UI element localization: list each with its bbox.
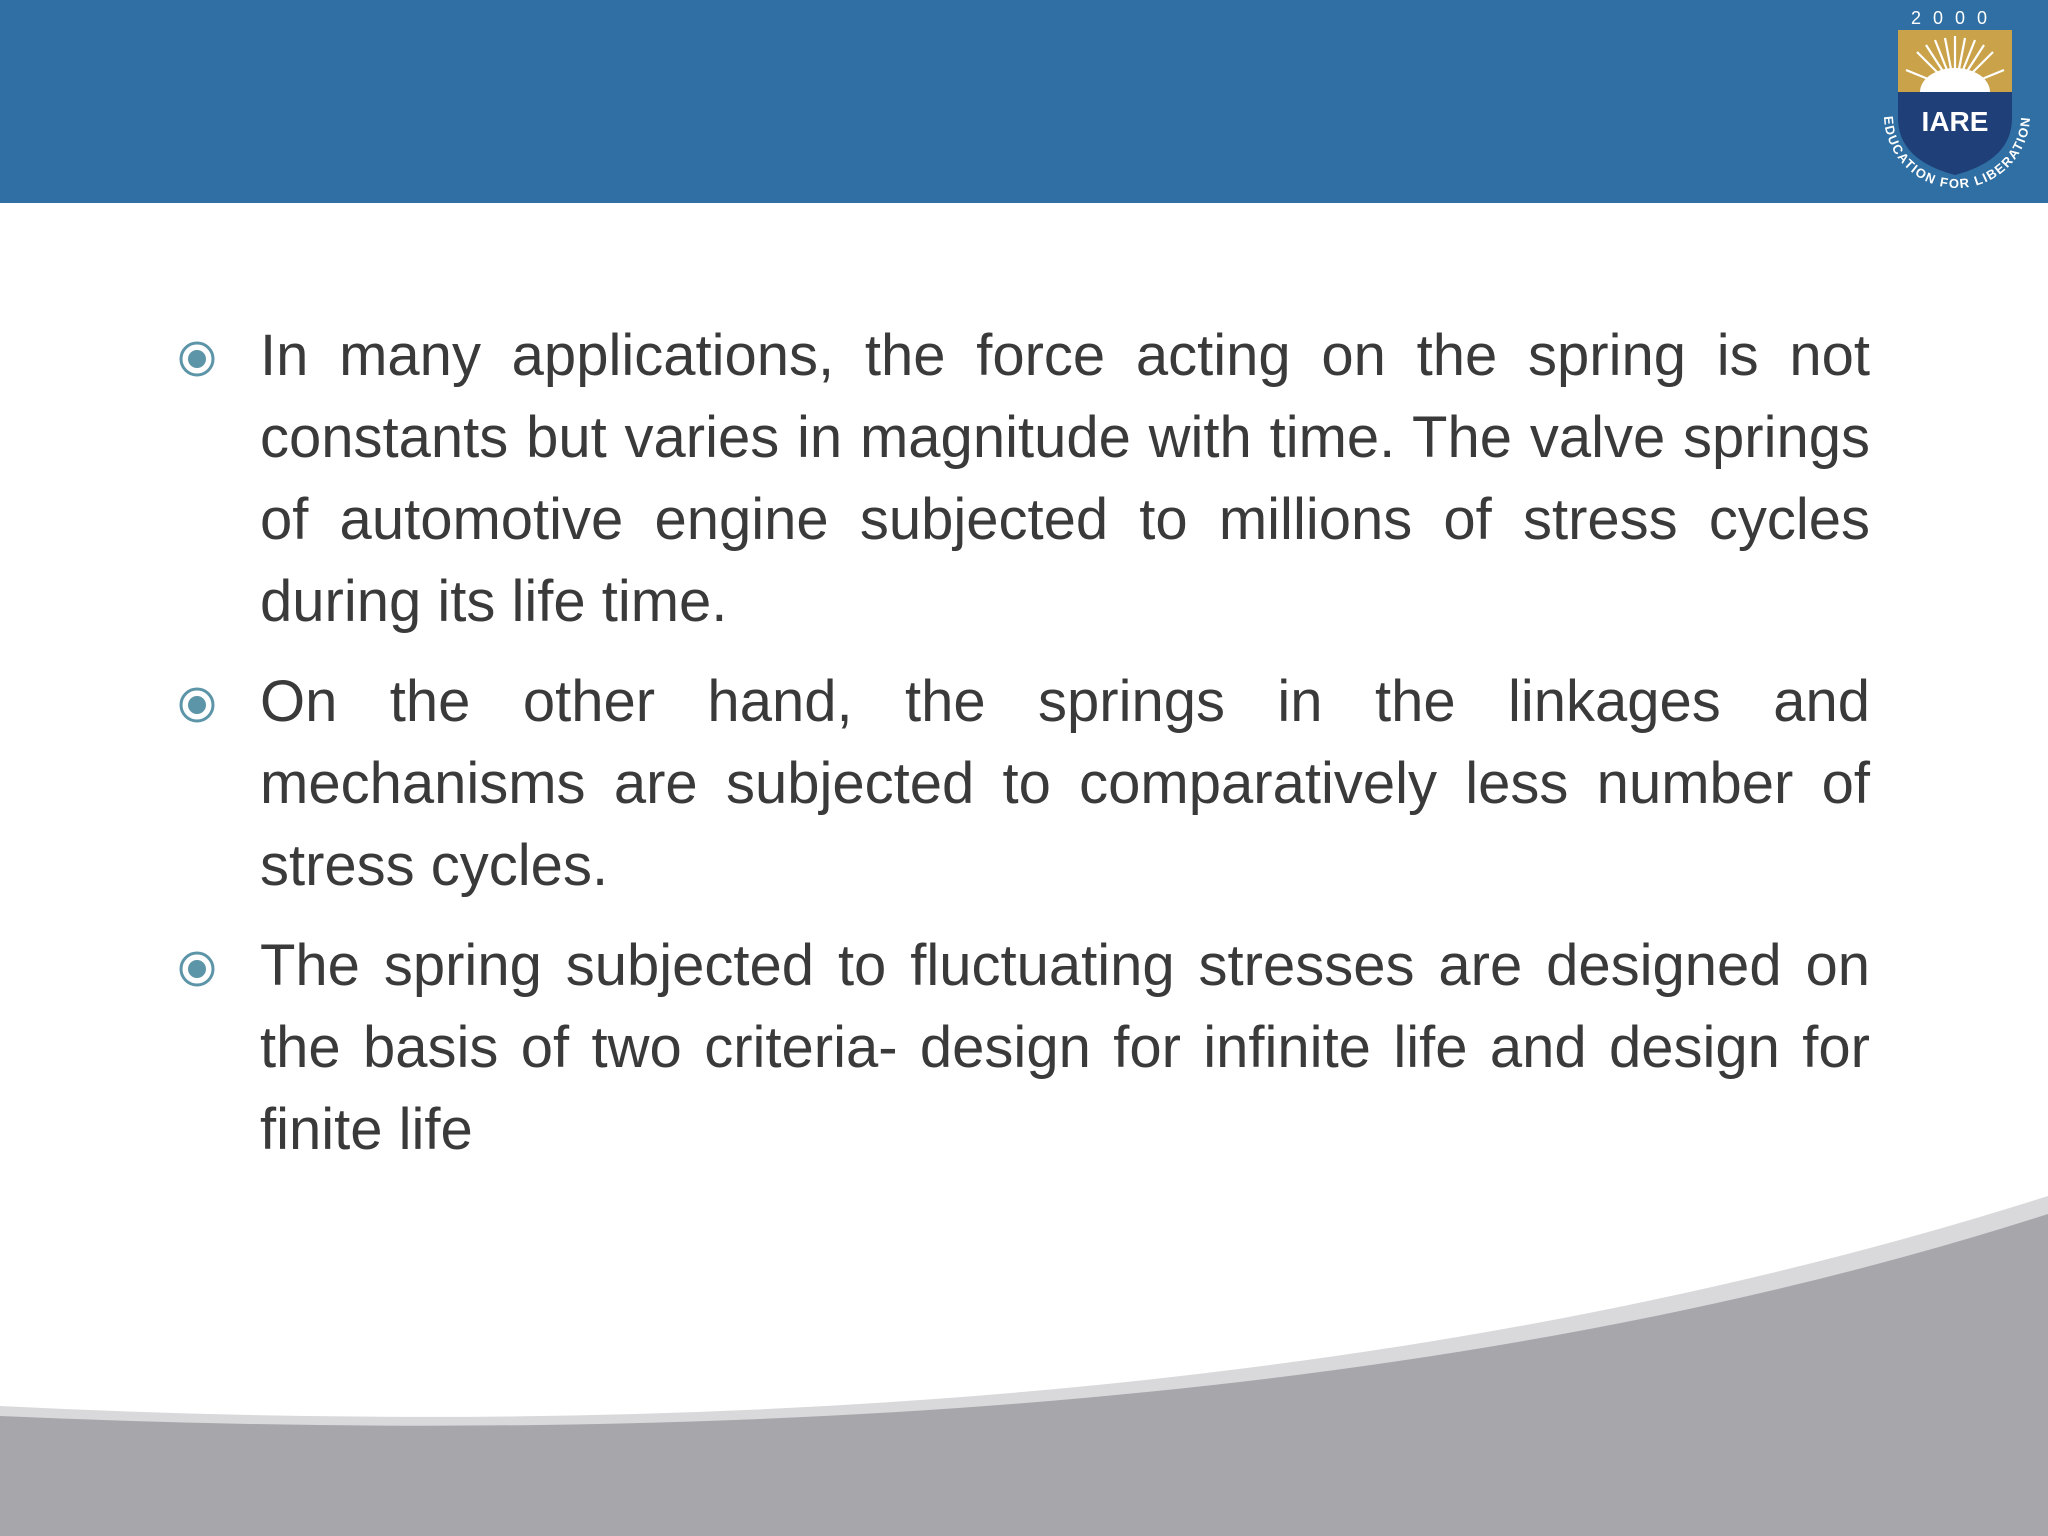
bullet-text: The spring subjected to fluctuating stresses are designed on the basis of two criteria- design for infinite life and design for finite life — [260, 933, 1870, 1162]
bullet-item — [170, 925, 1870, 1171]
bullet-item — [170, 315, 1870, 643]
iare-logo-icon — [1862, 0, 2048, 203]
iare-logo — [1862, 0, 2048, 203]
footer-wave — [0, 1196, 2048, 1536]
logo-name: IARE — [1921, 106, 1989, 137]
target-bullet-icon — [177, 339, 217, 379]
logo-year: 2000 — [1910, 8, 2000, 28]
bullet-item — [170, 661, 1870, 907]
logo-motto: EDUCATION FOR LIBERATION — [1880, 115, 2034, 192]
target-bullet-icon — [177, 949, 217, 989]
header-bar — [0, 0, 2048, 203]
bullet-text: In many applications, the force acting on the spring is not constants but varies in magnitude with time. The valve springs of automotive engine subjected to millions of stress cycles during its life time. — [260, 323, 1870, 634]
target-bullet-icon — [177, 685, 217, 725]
bullet-text: On the other hand, the springs in the linkages and mechanisms are subjected to comparatively less number of stress cycles. — [260, 669, 1870, 898]
slide-content — [170, 315, 1870, 1189]
